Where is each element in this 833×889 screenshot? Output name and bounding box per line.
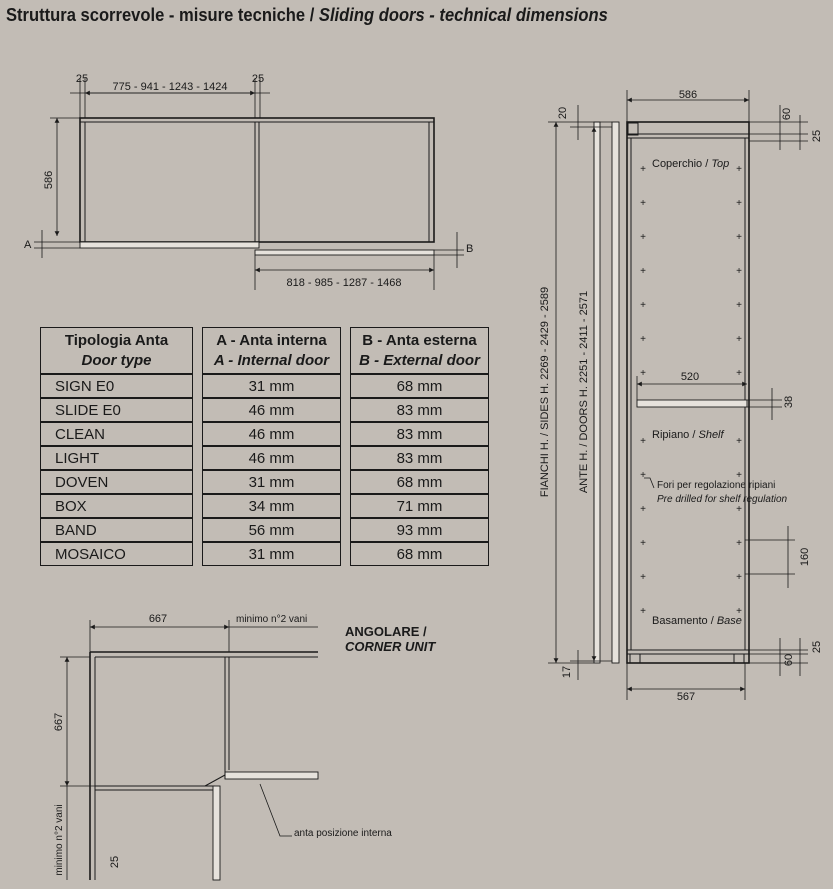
svg-text:+: + bbox=[736, 164, 742, 175]
plan-label-a: A bbox=[24, 239, 32, 251]
table-row bbox=[40, 398, 489, 422]
svg-text:+: + bbox=[640, 538, 646, 549]
table-row bbox=[40, 494, 489, 518]
plan-dim-left: 25 bbox=[75, 73, 89, 85]
row-external-value: 71 mm bbox=[350, 494, 489, 518]
svg-text:+: + bbox=[736, 300, 742, 311]
corner-title-it: ANGOLARE / bbox=[345, 624, 427, 639]
header-door-type bbox=[40, 327, 193, 374]
svg-text:+: + bbox=[640, 266, 646, 277]
row-door-type: MOSAICO bbox=[40, 542, 193, 566]
basamento-it: Basamento / bbox=[652, 615, 717, 627]
header-internal-door-it: A - Anta interna bbox=[216, 331, 327, 349]
section-dim-586: 586 bbox=[678, 89, 698, 101]
header-internal-door-en: A - Internal door bbox=[213, 351, 330, 369]
svg-text:+: + bbox=[640, 198, 646, 209]
corner-dim-667-top: 667 bbox=[148, 613, 168, 625]
svg-text:+: + bbox=[736, 232, 742, 243]
svg-text:+: + bbox=[640, 504, 646, 515]
row-internal-value: 46 mm bbox=[202, 422, 341, 446]
table-row bbox=[40, 518, 489, 542]
header-external-door-it: B - Anta esterna bbox=[362, 331, 477, 349]
plan-label-b: B bbox=[466, 243, 474, 255]
row-external-value: 68 mm bbox=[350, 470, 489, 494]
svg-text:+: + bbox=[640, 368, 646, 379]
plan-view bbox=[24, 73, 473, 290]
shelf-holes bbox=[640, 164, 742, 617]
ripiano-it: Ripiano / bbox=[652, 429, 699, 441]
svg-text:+: + bbox=[736, 504, 742, 515]
section-dim-160: 160 bbox=[799, 547, 811, 567]
section-dim-567: 567 bbox=[676, 691, 696, 703]
row-internal-value: 56 mm bbox=[202, 518, 341, 542]
svg-text:+: + bbox=[640, 164, 646, 175]
header-door-type-it: Tipologia Anta bbox=[64, 331, 169, 349]
row-door-type: DOVEN bbox=[40, 470, 193, 494]
section-dim-60-bottom: 60 bbox=[783, 653, 795, 667]
corner-dim-25: 25 bbox=[109, 855, 121, 869]
fori-label-en: Pre drilled for shelf regulation bbox=[657, 494, 788, 505]
ripiano-en: Shelf bbox=[698, 429, 724, 441]
svg-text:+: + bbox=[736, 198, 742, 209]
section-dim-25-bottom: 25 bbox=[811, 640, 823, 654]
row-door-type: SIGN E0 bbox=[40, 374, 193, 398]
section-dim-60-top: 60 bbox=[781, 107, 793, 121]
svg-text:+: + bbox=[736, 266, 742, 277]
corner-dim-667-side: 667 bbox=[53, 712, 65, 732]
row-external-value: 83 mm bbox=[350, 398, 489, 422]
basamento-en: Base bbox=[716, 615, 742, 627]
row-internal-value: 31 mm bbox=[202, 542, 341, 566]
header-door-type-en: Door type bbox=[81, 351, 152, 369]
svg-text:+: + bbox=[736, 606, 742, 617]
basamento-label bbox=[652, 615, 742, 627]
corner-title-en: CORNER UNIT bbox=[345, 639, 436, 654]
coperchio-label bbox=[652, 158, 729, 170]
plan-door-b bbox=[255, 250, 434, 255]
table-row bbox=[40, 422, 489, 446]
row-external-value: 68 mm bbox=[350, 542, 489, 566]
row-internal-value: 31 mm bbox=[202, 470, 341, 494]
row-door-type: SLIDE E0 bbox=[40, 398, 193, 422]
door-type-table bbox=[40, 327, 489, 566]
row-external-value: 68 mm bbox=[350, 374, 489, 398]
corner-dim-min-vani-top: minimo n°2 vani bbox=[236, 614, 308, 625]
corner-dim-min-vani-side: minimo n°2 vani bbox=[54, 804, 65, 876]
svg-text:+: + bbox=[640, 470, 646, 481]
row-door-type: CLEAN bbox=[40, 422, 193, 446]
row-door-type: LIGHT bbox=[40, 446, 193, 470]
plan-dim-width: 775 - 941 - 1243 - 1424 bbox=[112, 81, 228, 93]
row-internal-value: 46 mm bbox=[202, 398, 341, 422]
svg-text:+: + bbox=[640, 572, 646, 583]
corner-unit-view bbox=[53, 613, 436, 880]
header-external-door bbox=[350, 327, 489, 374]
plan-door-a bbox=[80, 242, 259, 248]
svg-text:+: + bbox=[640, 606, 646, 617]
section-ante: ANTE H. / DOORS H. 2251 - 2411 - 2571 bbox=[578, 290, 590, 494]
row-internal-value: 34 mm bbox=[202, 494, 341, 518]
svg-text:+: + bbox=[736, 470, 742, 481]
svg-text:+: + bbox=[736, 334, 742, 345]
svg-text:+: + bbox=[640, 436, 646, 447]
corner-anta-label: anta posizione interna bbox=[294, 828, 392, 839]
row-internal-value: 31 mm bbox=[202, 374, 341, 398]
svg-text:+: + bbox=[736, 436, 742, 447]
table-row bbox=[40, 446, 489, 470]
section-shelf bbox=[637, 400, 747, 407]
row-external-value: 83 mm bbox=[350, 422, 489, 446]
section-fianchi: FIANCHI H. / SIDES H. 2269 - 2429 - 2589 bbox=[539, 286, 551, 498]
row-door-type: BOX bbox=[40, 494, 193, 518]
svg-text:+: + bbox=[736, 368, 742, 379]
row-internal-value: 46 mm bbox=[202, 446, 341, 470]
svg-text:+: + bbox=[640, 334, 646, 345]
svg-text:+: + bbox=[640, 300, 646, 311]
fori-label-it: Fori per regolazione ripiani bbox=[657, 480, 776, 491]
table-row bbox=[40, 374, 489, 398]
header-external-door-en: B - External door bbox=[359, 351, 480, 369]
section-view bbox=[539, 89, 823, 703]
plan-dim-bottom: 818 - 985 - 1287 - 1468 bbox=[286, 277, 402, 289]
row-external-value: 83 mm bbox=[350, 446, 489, 470]
section-dim-17: 17 bbox=[561, 665, 573, 679]
row-external-value: 93 mm bbox=[350, 518, 489, 542]
header-internal-door bbox=[202, 327, 341, 374]
svg-text:+: + bbox=[736, 538, 742, 549]
coperchio-it: Coperchio / bbox=[652, 158, 712, 170]
svg-text:+: + bbox=[640, 232, 646, 243]
coperchio-en: Top bbox=[711, 158, 730, 170]
table-row bbox=[40, 542, 489, 566]
section-dim-38: 38 bbox=[783, 395, 795, 409]
ripiano-label bbox=[652, 429, 725, 441]
section-dim-20: 20 bbox=[557, 106, 569, 120]
title-italian: Struttura scorrevole - misure tecniche / bbox=[6, 5, 319, 25]
section-dim-25-top: 25 bbox=[811, 129, 823, 143]
title-english: Sliding doors - technical dimensions bbox=[318, 5, 608, 25]
row-door-type: BAND bbox=[40, 518, 193, 542]
table-header-row bbox=[40, 327, 489, 374]
section-dim-520: 520 bbox=[680, 371, 700, 383]
plan-dim-depth: 586 bbox=[43, 170, 55, 190]
plan-dim-right: 25 bbox=[251, 73, 265, 85]
table-row bbox=[40, 470, 489, 494]
svg-text:+: + bbox=[736, 572, 742, 583]
plan-cabinet-frame bbox=[80, 118, 434, 242]
